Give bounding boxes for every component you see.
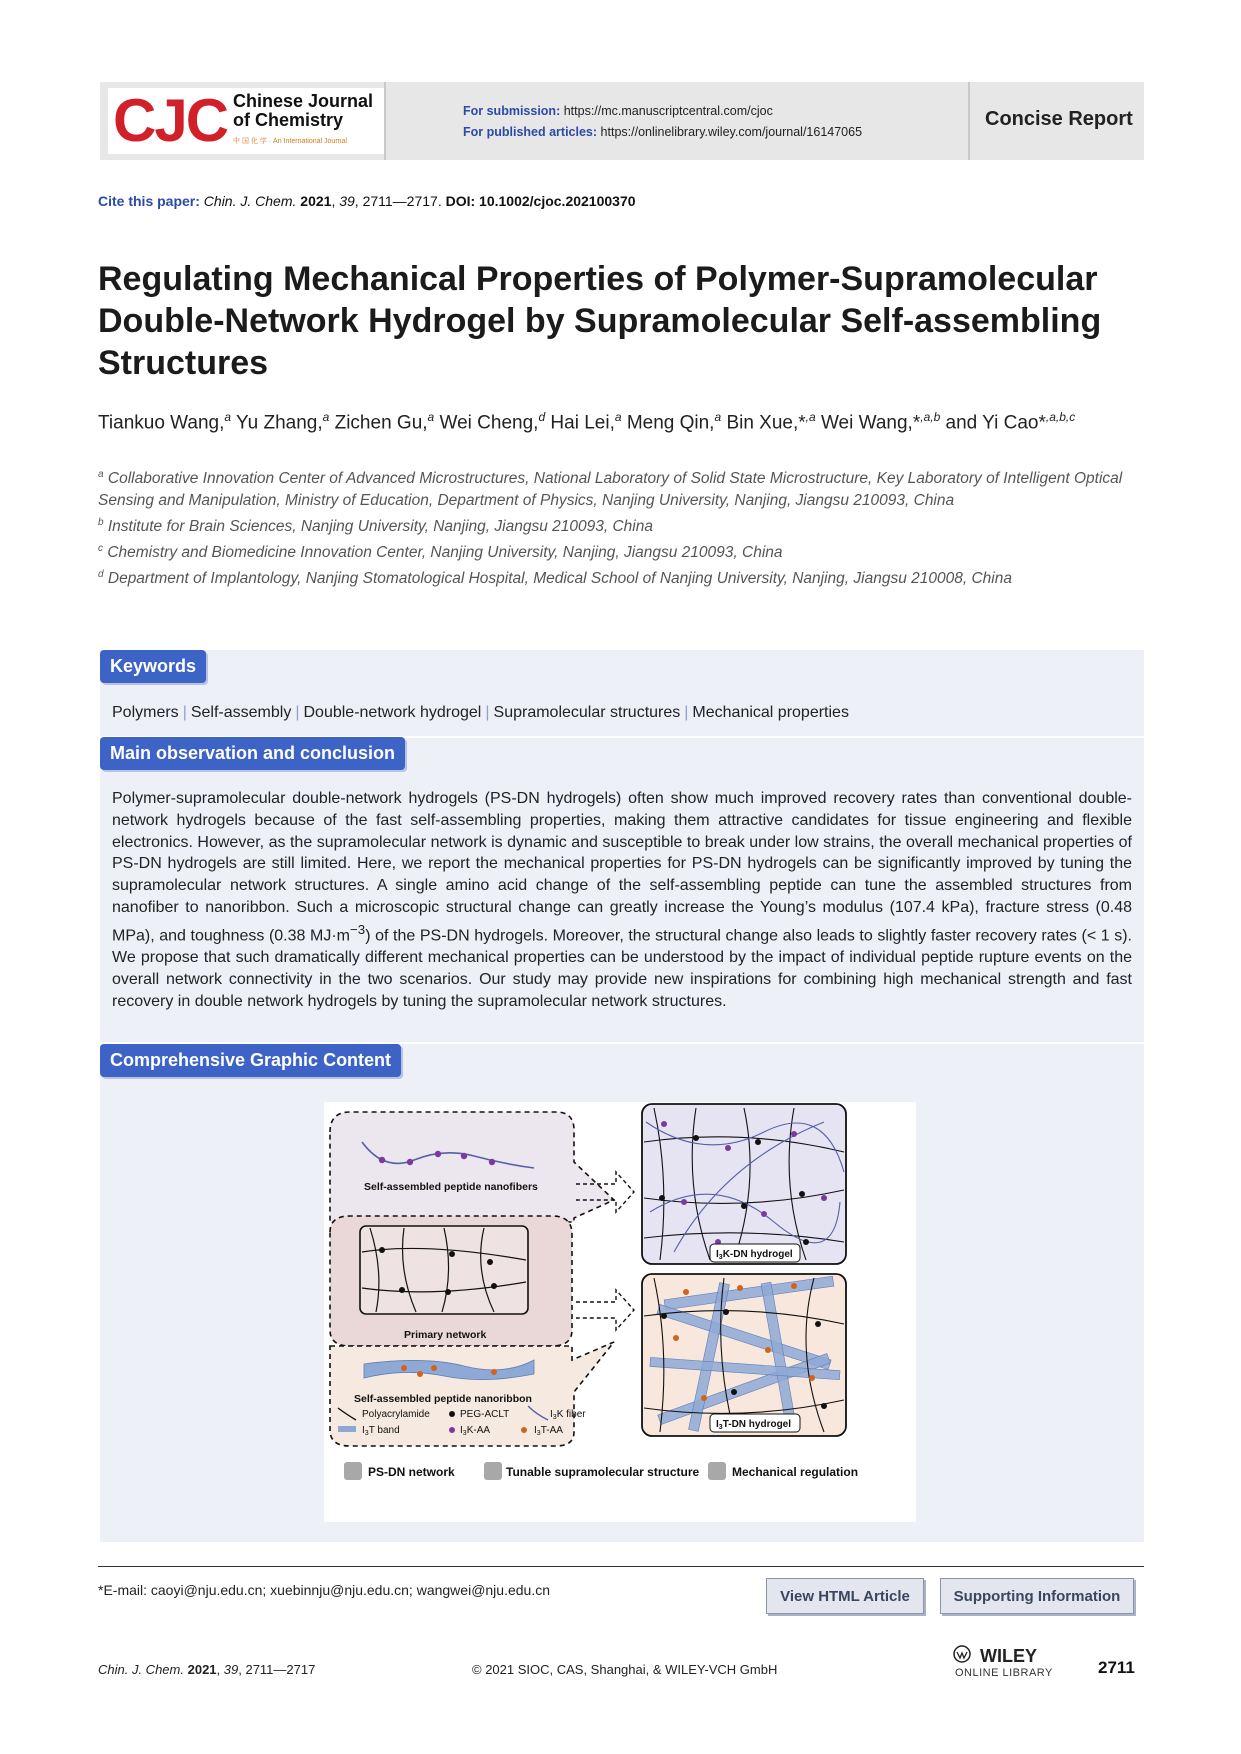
i3t-aa-dot	[765, 1347, 771, 1353]
label-nanoribbon: Self-assembled peptide nanoribbon	[354, 1393, 532, 1405]
legend-i3k-fiber-sub: 3	[552, 1414, 557, 1421]
legend-i3t-aa-text: T-AA	[540, 1425, 563, 1436]
affiliation-mark: a	[98, 469, 104, 480]
author-name: Tiankuo Wang,	[98, 412, 225, 434]
legend-i3t-aa: $I_3T-AA$	[534, 1425, 563, 1437]
affiliation-text: Department of Implantology, Nanjing Stomatological Hospital, Medical School of Nanjing University, Nanjing, Jiangsu 210008, China	[107, 570, 1012, 588]
crosslink-dot	[487, 1259, 493, 1265]
citation-line: Cite this paper: Chin. J. Chem. 2021, 39, 2711—2717. DOI: 10.1002/cjoc.202100370	[98, 193, 636, 209]
abstract-body	[112, 788, 1132, 1012]
label-i3k-dn-post: K-DN hydrogel	[722, 1249, 793, 1260]
label-i3k-dn-sub: 3	[718, 1254, 723, 1261]
keywords-heading: Keywords	[100, 650, 206, 683]
footer-volume: 39	[223, 1662, 239, 1677]
submission-label: For submission:	[463, 104, 561, 118]
legend-peg: PEG-ACLT	[460, 1409, 510, 1420]
submission-line	[463, 104, 773, 118]
cite-year: 2021	[300, 193, 332, 209]
view-html-article-button[interactable]: View HTML Article	[766, 1578, 924, 1614]
header-divider	[384, 82, 386, 160]
cite-pages: , 2711—2717.	[354, 193, 442, 209]
arrow-to-i3t	[576, 1290, 634, 1330]
logo-text: CJC	[113, 87, 228, 154]
graphical-abstract-figure	[324, 1102, 916, 1522]
abstract-heading: Main observation and conclusion	[100, 737, 405, 770]
keyword-item: Supramolecular structures	[493, 704, 681, 721]
keyword-list	[112, 704, 849, 722]
keywords-panel	[100, 650, 1144, 736]
legend-i3t-aa-sub: 3	[536, 1430, 541, 1437]
nanofiber-bubble	[330, 1112, 614, 1222]
bottom-label-2: Tunable supramolecular structure	[506, 1465, 700, 1479]
crosslink-dot	[449, 1251, 455, 1257]
cite-volume: 39	[339, 193, 355, 209]
author-affiliation-mark: ,a,b	[920, 410, 941, 424]
crosslink-dot	[821, 1403, 827, 1409]
affiliation-mark: b	[98, 517, 104, 529]
legend-i3k-aa-text: K-AA	[466, 1425, 491, 1436]
journal-tagline: 中 国 化 学 · An International Journal	[233, 138, 347, 145]
affiliation-item	[98, 564, 1148, 590]
author-name: Bin Xue,*	[726, 412, 806, 434]
crosslink-dot	[379, 1247, 385, 1253]
i3k-aa-dot	[661, 1121, 667, 1127]
footer-rule	[98, 1566, 1144, 1567]
affiliation-item	[98, 538, 1148, 564]
keyword-separator: |	[295, 704, 300, 721]
legend-peg-swatch	[449, 1411, 455, 1417]
i3t-aa-dot	[491, 1369, 497, 1375]
crosslink-dot	[741, 1203, 747, 1209]
wiley-online-library: ONLINE LIBRARY	[955, 1667, 1053, 1679]
crosslink-dot	[755, 1139, 761, 1145]
author-affiliation-mark: a	[714, 410, 722, 424]
i3k-aa-dot	[435, 1151, 441, 1157]
corresponding-email: *E-mail: caoyi@nju.edu.cn; xuebinnju@nju.edu.cn; wangwei@nju.edu.cn	[98, 1582, 551, 1598]
cite-journal: Chin. J. Chem.	[203, 193, 297, 209]
supporting-information-button[interactable]: Supporting Information	[940, 1578, 1134, 1614]
affiliation-text: Chemistry and Biomedicine Innovation Center, Nanjing University, Nanjing, Jiangsu 210093, China	[107, 544, 783, 562]
i3t-aa-dot	[809, 1375, 815, 1381]
affiliation-item	[98, 464, 1148, 512]
keyword-item: Polymers	[112, 704, 179, 721]
author-affiliation-mark: a	[614, 410, 622, 424]
author-name: Wei Wang,*	[820, 412, 921, 434]
legend-polyacrylamide: Polyacrylamide	[362, 1409, 430, 1420]
author-name: Hai Lei,	[550, 412, 615, 434]
abstract-text-part1: Polymer-supramolecular double-network hydrogels (PS-DN hydrogels) often show much improved recovery rates than conventional double-network hydrogels because of the fast self-assembling properties, making them attractive candidates for tissue engineering and flexible electronics. However, as the supramolecular network is dynamic and susceptible to break under low strains, the overall mechanical properties of PS-DN hydrogels are still limited. Here, we report the mechanical properties for PS-DN hydrogels can be significantly improved by tuning the supramolecular network structures. A single amino acid change of the self-assembling peptide can tune the assembled structures from nanofiber to nanoribbon. Such a microscopic structural change can greatly increase the Young’s modulus (107.4 kPa), fracture stress (0.48 MPa), and toughness (0.38 MJ·m	[112, 790, 1132, 945]
label-i3t-dn-pre: I	[716, 1419, 719, 1430]
i3k-aa-dot	[407, 1159, 413, 1165]
i3t-aa-dot	[673, 1335, 679, 1341]
footer-year: 2021	[187, 1662, 217, 1677]
label-i3t-dn-sub: 3	[718, 1424, 723, 1431]
author-name: Yu Zhang,	[236, 412, 323, 434]
i3k-aa-dot	[681, 1199, 687, 1205]
legend-i3k-aa-swatch	[449, 1427, 455, 1433]
primary-network-box	[360, 1226, 528, 1314]
graphic-heading-pill	[100, 1044, 401, 1077]
i3t-aa-dot	[683, 1289, 689, 1295]
legend-i3k-aa: $I_3K-AA$	[460, 1425, 491, 1437]
i3t-aa-dot	[401, 1365, 407, 1371]
crosslink-dot	[693, 1135, 699, 1141]
keyword-separator: |	[684, 704, 689, 721]
keyword-item: Self-assembly	[190, 704, 292, 721]
affiliation-list	[98, 464, 1148, 591]
crosslink-dot	[661, 1313, 667, 1319]
crosslink-dot	[815, 1321, 821, 1327]
author-affiliation-mark: ,a	[805, 410, 816, 424]
legend-i3k-aa-sub: 3	[462, 1430, 467, 1437]
author-name: Meng Qin,	[626, 412, 715, 434]
author-affiliation-mark: a	[427, 410, 435, 424]
page-number: 2711	[1098, 1658, 1135, 1677]
label-primary-network: Primary network	[404, 1329, 487, 1341]
abstract-text-part2: ) of the PS-DN hydrogels. Moreover, the structural change also leads to slightly faster recovery rates (< 1 s). We propose that such dramatically different mechanical properties can be understood by the impact of individual peptide rupture events on the overall network connectivity in the two scenarios. Our study may provide new inspirations for combining high mechanical strength and fast recovery in double network hydrogels by tuning the supramolecular network structures.	[112, 927, 1133, 1010]
keyword-item: Double-network hydrogel	[303, 704, 482, 721]
label-i3t-dn	[716, 1419, 791, 1431]
i3k-aa-dot	[761, 1211, 767, 1217]
footer-journal: Chin. J. Chem.	[98, 1662, 184, 1677]
bottom-label-1: PS-DN network	[368, 1465, 455, 1479]
report-type: Concise Report	[985, 108, 1133, 130]
i3k-aa-dot	[725, 1145, 731, 1151]
author-affiliation-mark: a	[322, 410, 330, 424]
wiley-logo-icon	[952, 1644, 978, 1669]
i3t-aa-dot	[417, 1371, 423, 1377]
graphic-heading: Comprehensive Graphic Content	[100, 1044, 401, 1077]
author-affiliation-mark: a	[224, 410, 232, 424]
abstract-text-sup: −3	[350, 921, 366, 937]
affiliation-item	[98, 512, 1148, 538]
i3k-aa-dot	[791, 1131, 797, 1137]
i3t-aa-dot	[737, 1285, 743, 1291]
published-url-link[interactable]: https://onlinelibrary.wiley.com/journal/16147065	[600, 125, 863, 139]
affiliation-mark: c	[98, 543, 103, 555]
i3k-aa-dot	[489, 1159, 495, 1165]
crosslink-dot	[799, 1191, 805, 1197]
label-i3k-dn	[716, 1249, 793, 1261]
label-i3k-dn-pre: I	[716, 1249, 719, 1260]
label-nanofibers: Self-assembled peptide nanofibers	[364, 1181, 538, 1193]
journal-name	[233, 92, 373, 130]
keyword-separator: |	[182, 704, 187, 721]
crosslink-dot	[491, 1283, 497, 1289]
label-i3t-dn-post: T-DN hydrogel	[722, 1419, 792, 1430]
published-label: For published articles:	[463, 125, 598, 139]
wiley-wordmark: WILEY	[980, 1646, 1037, 1666]
crosslink-dot	[399, 1287, 405, 1293]
header-divider	[968, 82, 970, 160]
keywords-heading-pill	[100, 650, 206, 683]
legend-i3t-aa-swatch	[521, 1427, 527, 1433]
crosslink-dot	[659, 1195, 665, 1201]
author-name: Zichen Gu,	[334, 412, 428, 434]
affiliation-text: Collaborative Innovation Center of Advanced Microstructures, National Laboratory of Solid State Microstructure, Key Laboratory of Intelligent Optical Sensing and Manipulation, Ministry of Education, Department of Physics, Nanjing University, Nanjing, Jiangsu 210093, China	[98, 470, 1123, 510]
i3k-aa-dot	[821, 1195, 827, 1201]
bottom-square-3	[708, 1462, 726, 1480]
legend-i3t-band-swatch	[338, 1426, 356, 1432]
abstract-heading-pill	[100, 737, 405, 770]
i3t-aa-dot	[791, 1283, 797, 1289]
graphical-abstract	[324, 1102, 916, 1522]
legend-i3t-band: $I_3T$ band	[362, 1425, 400, 1437]
journal-name-line1: Chinese Journal	[233, 91, 374, 111]
journal-name-line2: of Chemistry	[233, 110, 344, 130]
cite-doi-link[interactable]: DOI: 10.1002/cjoc.202100370	[445, 193, 636, 209]
i3t-aa-dot	[431, 1365, 437, 1371]
footer-citation: Chin. J. Chem. 2021, 39, 2711—2717	[98, 1662, 316, 1677]
author-affiliation-mark: ,a,b,c	[1045, 410, 1076, 424]
crosslink-dot	[723, 1309, 729, 1315]
author-affiliation-mark: d	[538, 410, 546, 424]
footer-pages: , 2711—2717	[238, 1662, 316, 1677]
keyword-separator: |	[485, 704, 490, 721]
crosslink-dot	[803, 1239, 809, 1245]
affiliation-text: Institute for Brain Sciences, Nanjing University, Nanjing, Jiangsu 210093, China	[107, 518, 653, 536]
bottom-label-3: Mechanical regulation	[732, 1465, 859, 1479]
keyword-item: Mechanical properties	[692, 704, 849, 721]
author-name: Wei Cheng,	[439, 412, 539, 434]
crosslink-dot	[445, 1289, 451, 1295]
author-list	[98, 410, 1148, 434]
crosslink-dot	[731, 1389, 737, 1395]
bottom-square-1	[344, 1462, 362, 1480]
legend-i3k-fiber-text: K fiber	[556, 1409, 586, 1420]
affiliation-mark: d	[98, 569, 104, 581]
published-line	[463, 125, 862, 139]
i3t-aa-dot	[701, 1395, 707, 1401]
legend-i3t-band-sub: 3	[364, 1430, 369, 1437]
footer-copyright: © 2021 SIOC, CAS, Shanghai, & WILEY-VCH GmbH	[472, 1662, 778, 1677]
legend-i3t-band-text: T band	[368, 1425, 400, 1436]
submission-url-link[interactable]: https://mc.manuscriptcentral.com/cjoc	[563, 104, 773, 118]
i3k-aa-dot	[461, 1153, 467, 1159]
author-name: and Yi Cao*	[945, 412, 1046, 434]
cite-label: Cite this paper:	[98, 193, 200, 209]
i3k-aa-dot	[379, 1157, 385, 1163]
legend-i3k-fiber: $I_3K$ fiber	[550, 1409, 586, 1421]
article-title: Regulating Mechanical Properties of Polymer-Supramolecular Double-Network Hydrogel by Supramolecular Self-assembling Structures	[98, 260, 1102, 382]
bottom-square-2	[484, 1462, 502, 1480]
